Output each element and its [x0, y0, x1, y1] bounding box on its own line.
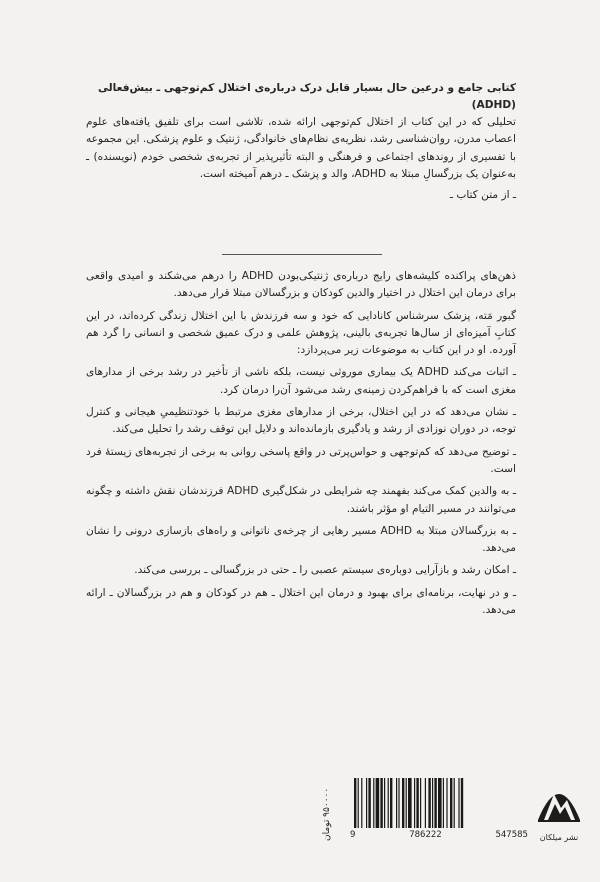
barcode-bar — [358, 778, 359, 828]
barcode-bar — [450, 778, 452, 828]
divider — [222, 254, 382, 255]
list-item: ـ اثبات می‌کند ADHD یک بیماری موروثی نیست، بلکه ناشی از تأخیر در رشد برخی از مدارهای مغزی است که با فراهم‌کردن زمینه‌ی رشد می‌شود آن‌را درمان کرد. — [86, 366, 516, 396]
barcode-bar — [434, 778, 436, 828]
barcode-bar — [461, 778, 463, 828]
intro-paragraph: تحلیلی که در این کتاب از اختلال کم‌توجهی ارائه شده، تلاشی است برای تلفیق یافته‌های علوم اعصاب مدرن، روان‌شناسی رشد، نظریه‌ی نظام‌های خانوادگی، ژنتیک و علوم پزشکی. این مجموعه با تفسیری از روندهای اجتماعی و فرهنگی و البته تأثیرپذیر از تجربه‌ی شخصی خودم (نویسنده) ـ به‌عنوان یک بزرگسالِ مبتلا به ADHD، والد و پزشک ـ درهم آمیخته است. — [86, 116, 516, 180]
list-item: ـ نشان می‌دهد که در این اختلال، برخی از مدارهای مغزی مرتبط با خودتنظیمیِ هیجانی و کنترل توجه، در دوران نوزادی از رشد و یادگیری بازمانده‌اند و دلایل این توقف رشد را تحلیل می‌کند. — [86, 406, 516, 436]
barcode-bar — [376, 778, 380, 828]
barcode-bar — [416, 778, 418, 828]
barcode-bar — [408, 778, 412, 828]
barcode-bar — [402, 778, 404, 828]
barcode-bar — [432, 778, 433, 828]
description — [86, 268, 516, 624]
list-item: ـ و در نهایت، برنامه‌ای برای بهبود و درمان این اختلال ـ هم در کودکان و هم در بزرگسالان ـ ارائه می‌دهد. — [86, 586, 516, 617]
publisher-logo-icon — [534, 776, 584, 836]
barcode-bar — [438, 778, 442, 828]
barcode-bar — [388, 778, 389, 828]
barcode-bar — [398, 778, 399, 828]
barcode — [350, 778, 528, 842]
description-paragraph: گبور مَته، پزشک سرشناس کانادایی که خود و سه فرزندش با این اختلال زندگی کرده‌اند، در این کتابِ آمیزه‌ای از سال‌ها تجربه‌ی بالینی، پژوهش علمی و درک عمیق شخصی و انسانی را گرد هم آورده. او در این کتاب به موضوعات زیر می‌پردازد: — [86, 309, 516, 357]
intro-quote — [86, 114, 516, 204]
barcode-bar — [414, 778, 415, 828]
barcode-bar — [373, 778, 374, 828]
barcode-bar — [380, 778, 382, 828]
barcode-bar — [361, 778, 362, 828]
list-item: ـ به بزرگسالان مبتلا به ADHD مسیر رهایی از چرخه‌ی ناتوانی و راه‌های بازسازی درونی را نشان می‌دهد. — [86, 524, 516, 555]
intro-source: ـ از متن کتاب ـ — [449, 189, 516, 202]
price: ۹۵۰۰۰۰ تومان — [322, 788, 332, 842]
barcode-bar — [454, 778, 455, 828]
barcode-bar — [425, 778, 426, 828]
barcode-bar — [446, 778, 447, 828]
isbn-group-1: 786222 — [409, 830, 442, 840]
description-paragraph: ذهن‌های پراکنده کلیشه‌های رایج درباره‌ی ژنتیکی‌بودن ADHD را درهم می‌شکند و امیدی واقعی برای درمان این اختلال در اختیار والدین کودکان و بزرگسالان مبتلا قرار می‌دهد. — [86, 270, 516, 300]
barcode-bar — [354, 778, 356, 828]
barcode-bar — [443, 778, 444, 828]
tagline: کتابی جامع و درعین حال بسیار قابل درک درباره‌ی اختلال کم‌توجهی ـ بیش‌فعالی (ADHD) — [97, 82, 516, 112]
barcode-bars — [350, 778, 528, 830]
list-item: ـ به والدین کمک می‌کند بفهمند چه شرایطی در شکل‌گیری ADHD فرزندشان نقش داشته و چگونه می‌توانند در مسیر التیام او مؤثر باشند. — [86, 485, 516, 515]
isbn-group-2: 547585 — [495, 830, 528, 840]
isbn-number — [350, 830, 528, 840]
publisher-name: نشر میلکان — [539, 833, 579, 842]
barcode-bar — [428, 778, 430, 828]
barcode-bar — [406, 778, 407, 828]
barcode-bar — [384, 778, 385, 828]
barcode-bar — [390, 778, 392, 828]
barcode-bar — [396, 778, 397, 828]
topic-list — [86, 364, 516, 619]
barcode-bar — [420, 778, 421, 828]
isbn-prefix: 9 — [350, 830, 356, 840]
barcode-bar — [366, 778, 367, 828]
list-item: ـ توضیح می‌دهد که کم‌توجهی و حواس‌پرتی در واقع پاسخی روانی به برخی از تجربه‌های زیستۀ فرد است. — [86, 445, 516, 475]
barcode-bar — [458, 778, 459, 828]
barcode-bar — [368, 778, 370, 828]
list-item: ـ امکان رشد و بازآرایی دوباره‌ی سیستم عصبی را ـ حتی در بزرگسالی ـ بررسی می‌کند. — [134, 564, 516, 577]
